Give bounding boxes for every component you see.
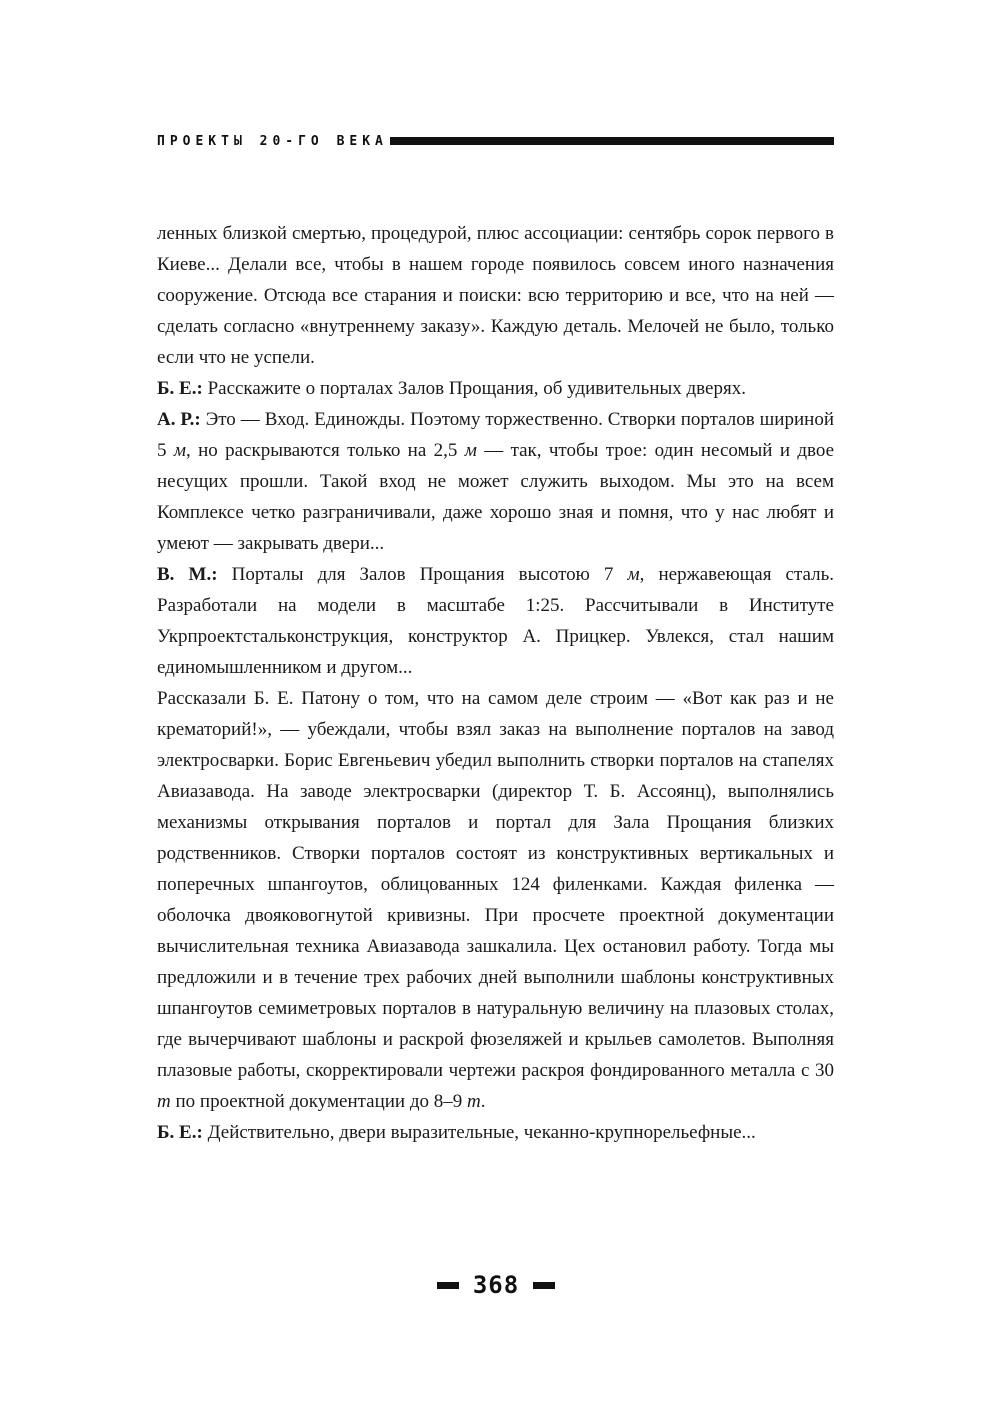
paragraph-text: Действительно, двери выразительные, чеканно-крупнорельефные... xyxy=(202,1122,756,1143)
folio-bar-right xyxy=(533,1282,555,1289)
dialogue-paragraph xyxy=(157,373,834,404)
paragraph xyxy=(157,683,834,1117)
paragraph-text: . xyxy=(480,1091,486,1112)
paragraph xyxy=(157,218,834,373)
page-body xyxy=(157,218,834,1148)
paragraph-text: ленных близкой смертью, процедурой, плюс ассоциации: сентябрь сорок первого в Киеве... Делали все, чтобы в нашем городе появилось совсем иного назначения сооружение. Отсюда все старания и поиски: всю территорию и все, что на ней — сделать согласно «внутреннему заказу». Каждую деталь. Мелочей не было, только если что не успели. xyxy=(157,223,834,368)
paragraph-text: Это — Вход. Единожды. Поэтому торжественно. Створки порталов шириной 5 xyxy=(157,409,834,461)
speaker-label: Б. Е.: xyxy=(157,1122,203,1143)
paragraph-text: Порталы для Залов Прощания высотою 7 xyxy=(217,564,628,585)
speaker-label: А. Р.: xyxy=(157,409,201,430)
header-rule xyxy=(390,137,834,145)
unit-abbr: м xyxy=(464,440,477,461)
speaker-label: В. М.: xyxy=(157,564,218,585)
paragraph-text: по проектной документации до 8–9 xyxy=(170,1091,467,1112)
page-footer xyxy=(0,1272,992,1298)
running-title: ПРОЕКТЫ 20-ГО ВЕКА xyxy=(157,133,388,149)
running-head xyxy=(157,133,834,149)
paragraph-text: Рассказали Б. Е. Патону о том, что на самом деле строим — «Вот как раз и не крематорий!», — убеждали, чтобы взял заказ на выполнение порталов на завод электросварки. Борис Евгеньевич убедил выполнить створки порталов на стапелях Авиазавода. На заводе электросварки (директор Т. Б. Ассоянц), выполнялись механизмы открывания порталов и портал для Зала Прощания близких родственников. Створки порталов состоят из конструктивных вертикальных и поперечных шпангоутов, облицованных 124 филенками. Каждая филенка — оболочка двояковогнутой кривизны. При просчете проектной документации вычислительная техника Авиазавода зашкалила. Цех остановил работу. Тогда мы предложили и в течение трех рабочих дней выполнили шаблоны конструктивных шпангоутов семиметровых порталов в натуральную величину на плазовых столах, где вычерчивают шаблоны и раскрой фюзеляжей и крыльев самолетов. Выполняя плазовые работы, скорректировали чертежи раскроя фондированного металла с 30 xyxy=(157,688,834,1081)
speaker-label: Б. Е.: xyxy=(157,378,203,399)
dialogue-paragraph xyxy=(157,1117,834,1148)
unit-abbr: т xyxy=(467,1091,481,1112)
paragraph-text: — так, чтобы трое: один несомый и двое несущих прошли. Такой вход не может служить выходом. Мы это на всем Комплексе четко разграничивали, даже хорошо зная и помня, что у нас любят и умеют — закрывать двери... xyxy=(157,440,835,554)
paragraph-text: , но раскрываются только на 2,5 xyxy=(186,440,465,461)
unit-abbr: м xyxy=(627,564,640,585)
paragraph-text: , нержавеющая сталь. Разработали на модели в масштабе 1:25. Рассчитывали в Институте Укрпроектстальконструкция, конструктор А. Прицкер. Увлекся, стал нашим единомышленником и другом... xyxy=(157,564,835,678)
dialogue-paragraph xyxy=(157,404,834,559)
unit-abbr: м xyxy=(173,440,186,461)
paragraph-text: Расскажите о порталах Залов Прощания, об удивительных дверях. xyxy=(202,378,746,399)
dialogue-paragraph xyxy=(157,559,834,683)
folio-bar-left xyxy=(437,1282,459,1289)
page-number: 368 xyxy=(472,1271,520,1299)
unit-abbr: т xyxy=(157,1091,171,1112)
